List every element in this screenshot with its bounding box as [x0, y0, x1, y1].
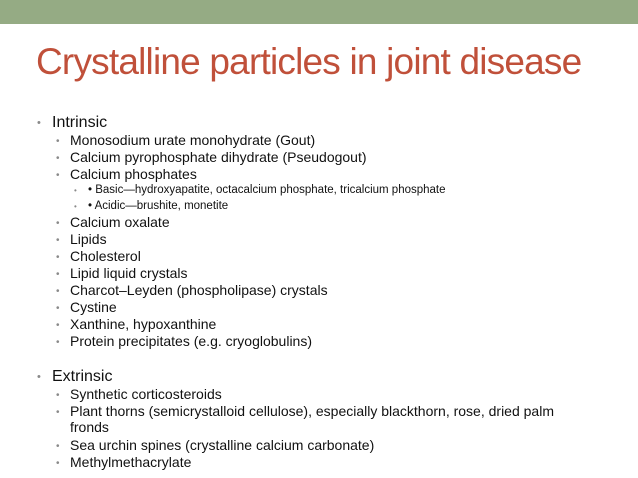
list-item-text: Cystine	[70, 299, 117, 315]
list-item-text: Synthetic corticosteroids	[70, 386, 222, 402]
list-item-text: Xanthine, hypoxanthine	[70, 316, 217, 332]
list-item-text: Calcium phosphates	[70, 166, 197, 182]
slide-title: Crystalline particles in joint disease	[36, 41, 582, 82]
list-item-text: Lipid liquid crystals	[70, 265, 188, 281]
list-item-text: Methylmethacrylate	[70, 454, 192, 470]
bullet-marker: •	[74, 202, 77, 211]
bullet-marker: •	[56, 337, 60, 348]
list-item-text: Lipids	[70, 231, 107, 247]
bullet-marker: •	[56, 218, 60, 229]
bullet-marker: •	[56, 170, 60, 181]
bullet-marker: •	[56, 458, 60, 469]
section-heading-text: Intrinsic	[52, 114, 108, 131]
section-heading-text: Extrinsic	[52, 368, 113, 385]
bullet-marker: •	[37, 117, 41, 129]
bullet-marker: •	[56, 441, 60, 452]
sub-list-item-text: • Acidic—brushite, monetite	[88, 200, 229, 212]
bullet-marker: •	[56, 390, 60, 401]
list-item-text: Calcium pyrophosphate dihydrate (Pseudogout)	[70, 149, 367, 165]
bullet-marker: •	[56, 136, 60, 147]
list-item-text: Protein precipitates (e.g. cryoglobulins)	[70, 333, 313, 349]
sub-list-item-text: • Basic—hydroxyapatite, octacalcium phosphate, tricalcium phosphate	[88, 184, 446, 196]
bullet-marker: •	[56, 303, 60, 314]
bullet-marker: •	[56, 407, 60, 418]
bullet-marker: •	[56, 252, 60, 263]
list-item-text: Charcot–Leyden (phospholipase) crystals	[70, 282, 328, 298]
bullet-marker: •	[56, 269, 60, 280]
bullet-marker: •	[37, 371, 41, 383]
list-item-text: Monosodium urate monohydrate (Gout)	[70, 132, 316, 148]
list-item-text: Calcium oxalate	[70, 214, 170, 230]
bullet-marker: •	[56, 235, 60, 246]
bullet-marker: •	[56, 320, 60, 331]
list-item-text: Cholesterol	[70, 248, 141, 264]
list-item-text: Sea urchin spines (crystalline calcium carbonate)	[70, 437, 375, 453]
bullet-marker: •	[56, 153, 60, 164]
bullet-marker: •	[56, 286, 60, 297]
list-item-text: Plant thorns (semicrystalloid cellulose), especially blackthorn, rose, dried palm	[70, 403, 554, 419]
bullet-marker: •	[74, 186, 77, 195]
header-accent-bar	[0, 0, 638, 24]
list-item-continuation-text: fronds	[70, 419, 109, 435]
